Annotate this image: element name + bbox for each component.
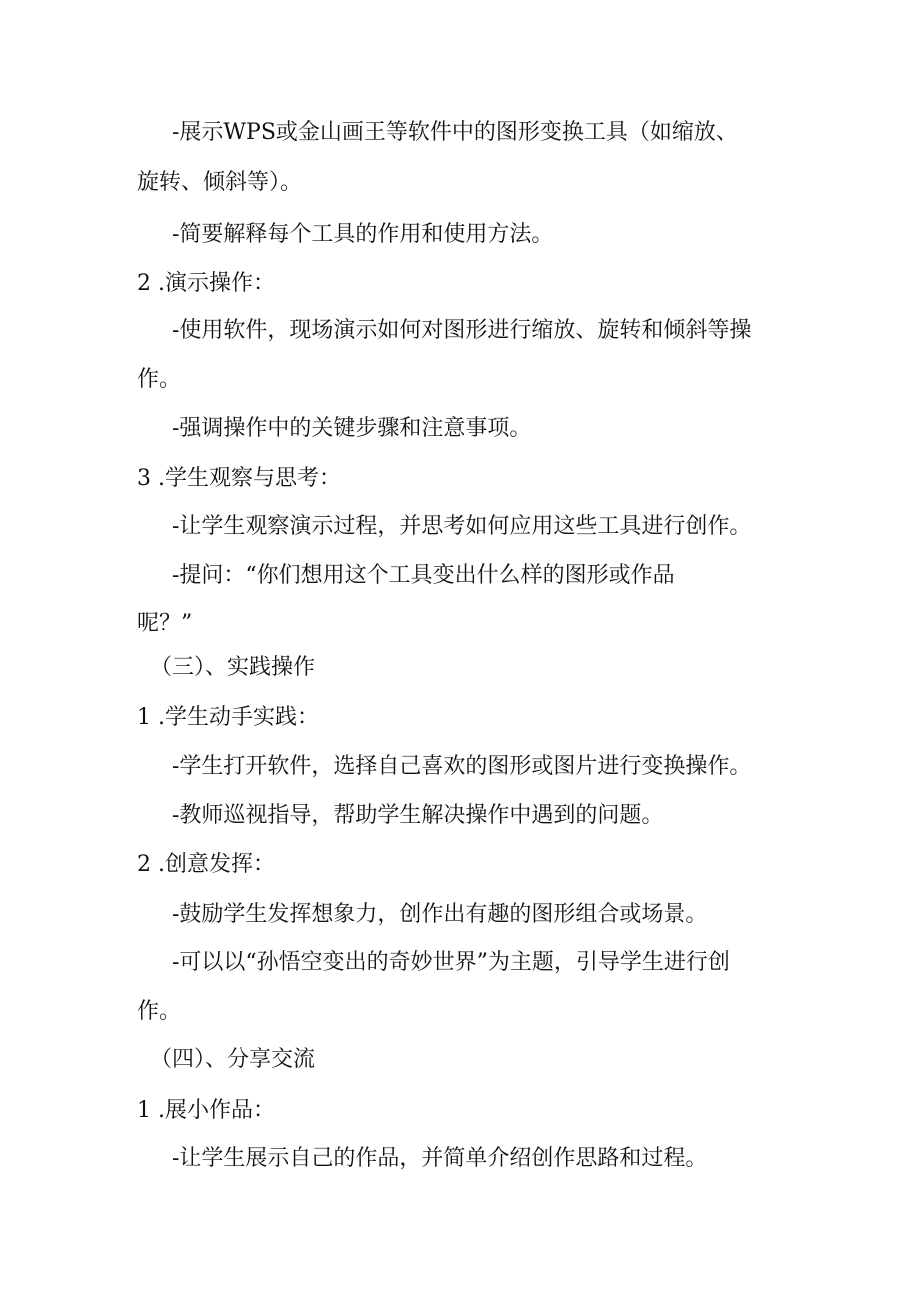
list-heading: 3 .学生观察与思考： [137,466,341,491]
text-line: 旋转、倾斜等）。 [137,170,303,195]
text-line: -展示WPS或金山画王等软件中的图形变换工具（如缩放、 [172,120,738,145]
text-line: -教师巡视指导，帮助学生解决操作中遇到的问题。 [172,803,664,828]
section-heading: （三）、实践操作 [150,655,316,680]
list-heading: 2 .创意发挥： [137,852,275,877]
text-line: -让学生观察演示过程，并思考如何应用这些工具进行创作。 [172,514,752,539]
text-line: 作。 [137,999,182,1024]
text-line: -让学生展示自己的作品，并简单介绍创作思路和过程。 [172,1146,708,1171]
text-line: 作。 [137,367,182,392]
text-line: -简要解释每个工具的作用和使用方法。 [172,222,554,247]
text-line: -提问：“你们想用这个工具变出什么样的图形或作品 [172,563,675,588]
text-line: -强调操作中的关键步骤和注意事项。 [172,416,532,441]
text-line: -可以以“孙悟空变出的奇妙世界”为主题，引导学生进行创 [172,950,730,975]
list-heading: 1 .学生动手实践： [137,705,319,730]
text-line: -使用软件，现场演示如何对图形进行缩放、旋转和倾斜等操 [172,318,752,343]
text-line: 呢？” [137,611,193,636]
list-heading: 2 .演示操作： [137,271,275,296]
text-line: -学生打开软件，选择自己喜欢的图形或图片进行变换操作。 [172,754,752,779]
section-heading: （四）、分享交流 [150,1047,316,1072]
text-line: -鼓励学生发挥想象力，创作出有趣的图形组合或场景。 [172,902,708,927]
list-heading: 1 .展小作品： [137,1098,275,1123]
